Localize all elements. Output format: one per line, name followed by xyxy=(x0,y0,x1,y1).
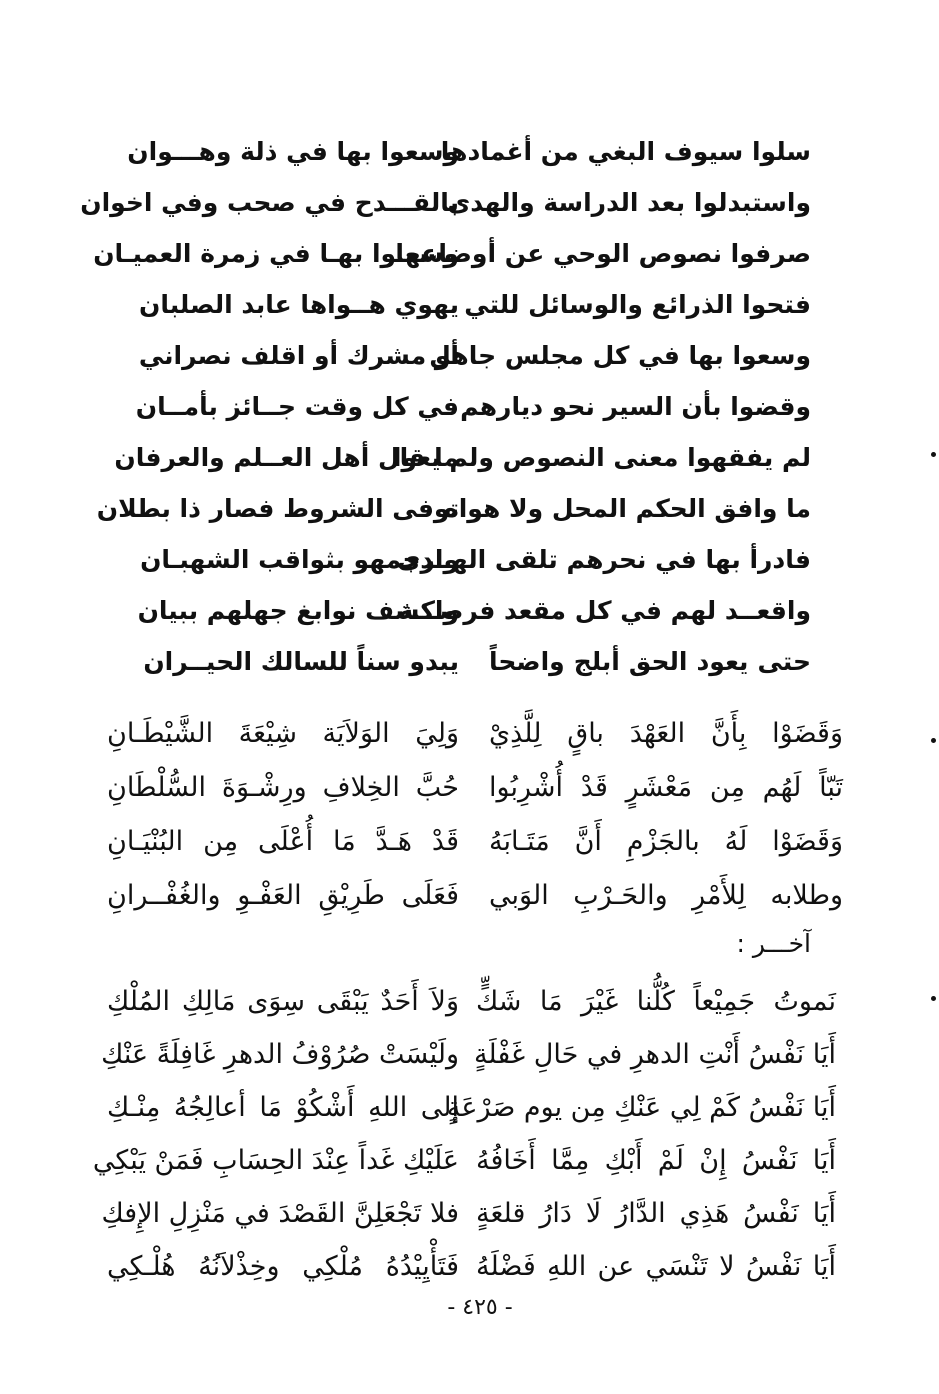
verse-first-hemistich: أَيَا نَفْسُ إِنْ لَمْ أَبْكِ مِمَّا أَخَافُهُ xyxy=(476,1145,836,1176)
verse-line xyxy=(0,330,939,382)
verse-first-hemistich: لم يفقهوا معنى النصوص ولم يعوا xyxy=(392,443,811,472)
verse-first-hemistich: فتحوا الذرائع والوسائل للتي xyxy=(464,290,811,319)
verse-first-hemistich: وسعوا بها في كل مجلس جاهل xyxy=(429,341,811,370)
verse-line xyxy=(0,279,939,331)
verse-line xyxy=(0,870,939,922)
verse-second-hemistich: فَعَلَى طَرِيْقِ العَفْـوِ والغُفْــرانِ xyxy=(107,880,459,911)
verse-line xyxy=(0,1082,939,1134)
verse-first-hemistich: أَيَا نَفْسُ أَنْتِ الدهرِ في حَالِ غَفْلَةٍ xyxy=(473,1039,836,1070)
verse-first-hemistich: تَبّاً لَهُم مِن مَعْشَرٍ قَدْ أُشْرِبُوا xyxy=(489,772,843,803)
verse-first-hemistich: أَيَا نَفْسُ لا تَنْسَي عن اللهِ فَضْلَهُ xyxy=(476,1251,836,1282)
verse-second-hemistich: وَلِيَ الوَلاَيَة شِيْعَةَ الشَّيْطَـانِ xyxy=(107,718,459,749)
verse-line xyxy=(0,976,939,1028)
verse-first-hemistich: وَقَضَوْا بِأَنَّ العَهْدَ باقٍ لِلَّذِيْ xyxy=(489,718,843,749)
margin-mark xyxy=(931,738,936,743)
verse-second-hemistich: توفى الشروط فصار ذا بطلان xyxy=(96,494,459,523)
verse-second-hemistich: يهوي هــواها عابد الصلبان xyxy=(139,290,459,319)
verse-line xyxy=(0,1188,939,1240)
verse-first-hemistich: فادرأ بها في نحرهم تلقى الهــدى xyxy=(397,545,811,574)
verse-second-hemistich: وسعوا بها في ذلة وهـــوان xyxy=(127,137,459,166)
verse-line xyxy=(0,177,939,229)
verse-first-hemistich: ما وافق الحكم المحل ولا هواه xyxy=(443,494,811,523)
verse-line xyxy=(0,1029,939,1081)
verse-second-hemistich: قَدْ هَـدَّ مَا أُعْلَى مِن البُنْيَـانِ xyxy=(107,826,459,857)
verse-first-hemistich: وطلابه لِلأَمْرِ والحَـرْبِ الوَبي xyxy=(489,880,843,911)
verse-line xyxy=(0,483,939,535)
margin-mark xyxy=(931,452,936,457)
verse-line xyxy=(0,228,939,280)
verse-first-hemistich: أَيَا نَفْسُ كَمْ لِي عَنْكِ مِن يوم صَرْعَةٍ xyxy=(446,1092,836,1123)
verse-first-hemistich: وَقَضَوْا لَهُ بالجَزْمِ أَنَّ مَتَـابَهُ xyxy=(489,826,843,857)
verse-first-hemistich: صرفوا نصوص الوحي عن أوضاعها xyxy=(395,239,811,268)
verse-second-hemistich: وسعـوا بهـا في زمرة العميـان xyxy=(93,239,459,268)
verse-second-hemistich: بالقـــدح في صحب وفي اخوان xyxy=(80,188,459,217)
verse-second-hemistich: إلى اللهِ أَشْكُوْ مَا أعالِجُهُ مِنْـكِ xyxy=(107,1092,459,1123)
verse-second-hemistich: أو مشرك أو اقلف نصراني xyxy=(138,341,459,370)
verse-second-hemistich: فلا تَجْعَلِنَّ القَصْدَ في مَنْزِلِ الإِفكِ xyxy=(101,1198,459,1229)
verse-first-hemistich: حتى يعود الحق أبلج واضحاً xyxy=(489,647,811,676)
verse-second-hemistich: واكشف نوابغ جهلهم ببيان xyxy=(137,596,459,625)
verse-line xyxy=(0,432,939,484)
verse-line xyxy=(0,816,939,868)
section-heading: آخـــر : xyxy=(736,929,811,958)
verse-first-hemistich: سلوا سيوف البغي من أغمادها xyxy=(440,137,811,166)
verse-second-hemistich: حُبَّ الخِلافِ ورِشْـوَةَ السُّلْطَانِ xyxy=(107,772,459,803)
verse-line xyxy=(0,1135,939,1187)
verse-second-hemistich: يبدو سناً للسالك الحيــران xyxy=(143,647,459,676)
verse-first-hemistich: واقعــد لهم في كل مقعد فرصـــة xyxy=(398,596,811,625)
verse-line xyxy=(0,381,939,433)
verse-line xyxy=(0,636,939,688)
verse-first-hemistich: أَيَا نَفْسُ هَذِي الدَّارُ لَا دَارُ قلعَةٍ xyxy=(476,1198,836,1229)
verse-second-hemistich: وَلاَ أَحَدٌ يَبْقَى سِوَى مَالِكِ المُلْكِ xyxy=(107,986,459,1017)
verse-second-hemistich: عَلَيْكِ غَداً عِنْدَ الحِسَابِ فَمَنْ يَبْكِي xyxy=(92,1145,459,1176)
page-number: - ٤٢٥ - xyxy=(447,1295,513,1320)
verse-line xyxy=(0,762,939,814)
verse-second-hemistich: فَتَأْيِيْدُهُ مُلْكِي وخِذْلاَنُهُ هُلْـكِي xyxy=(107,1251,459,1282)
verse-second-hemistich: في كل وقت جــائز بأمــان xyxy=(135,392,459,421)
verse-line xyxy=(0,126,939,178)
verse-first-hemistich: وقضوا بأن السير نحو ديارهم xyxy=(460,392,811,421)
verse-second-hemistich: ولَيْسَتْ صُرُوْفُ الدهرِ غَافِلَةً عَنْكِ xyxy=(101,1039,459,1070)
verse-line xyxy=(0,1241,939,1293)
verse-first-hemistich: نَموتُ جَمِيْعاً كُلُّنا غَيْرَ مَا شَكٍّ xyxy=(476,986,836,1017)
margin-mark xyxy=(931,996,936,1001)
verse-line xyxy=(0,534,939,586)
verse-second-hemistich: وارجمهو بثواقب الشهبـان xyxy=(140,545,459,574)
verse-line xyxy=(0,708,939,760)
verse-first-hemistich: واستبدلوا بعد الدراسة والهدى xyxy=(447,188,811,217)
verse-second-hemistich: ما قال أهل العــلم والعرفان xyxy=(114,443,459,472)
verse-line xyxy=(0,585,939,637)
